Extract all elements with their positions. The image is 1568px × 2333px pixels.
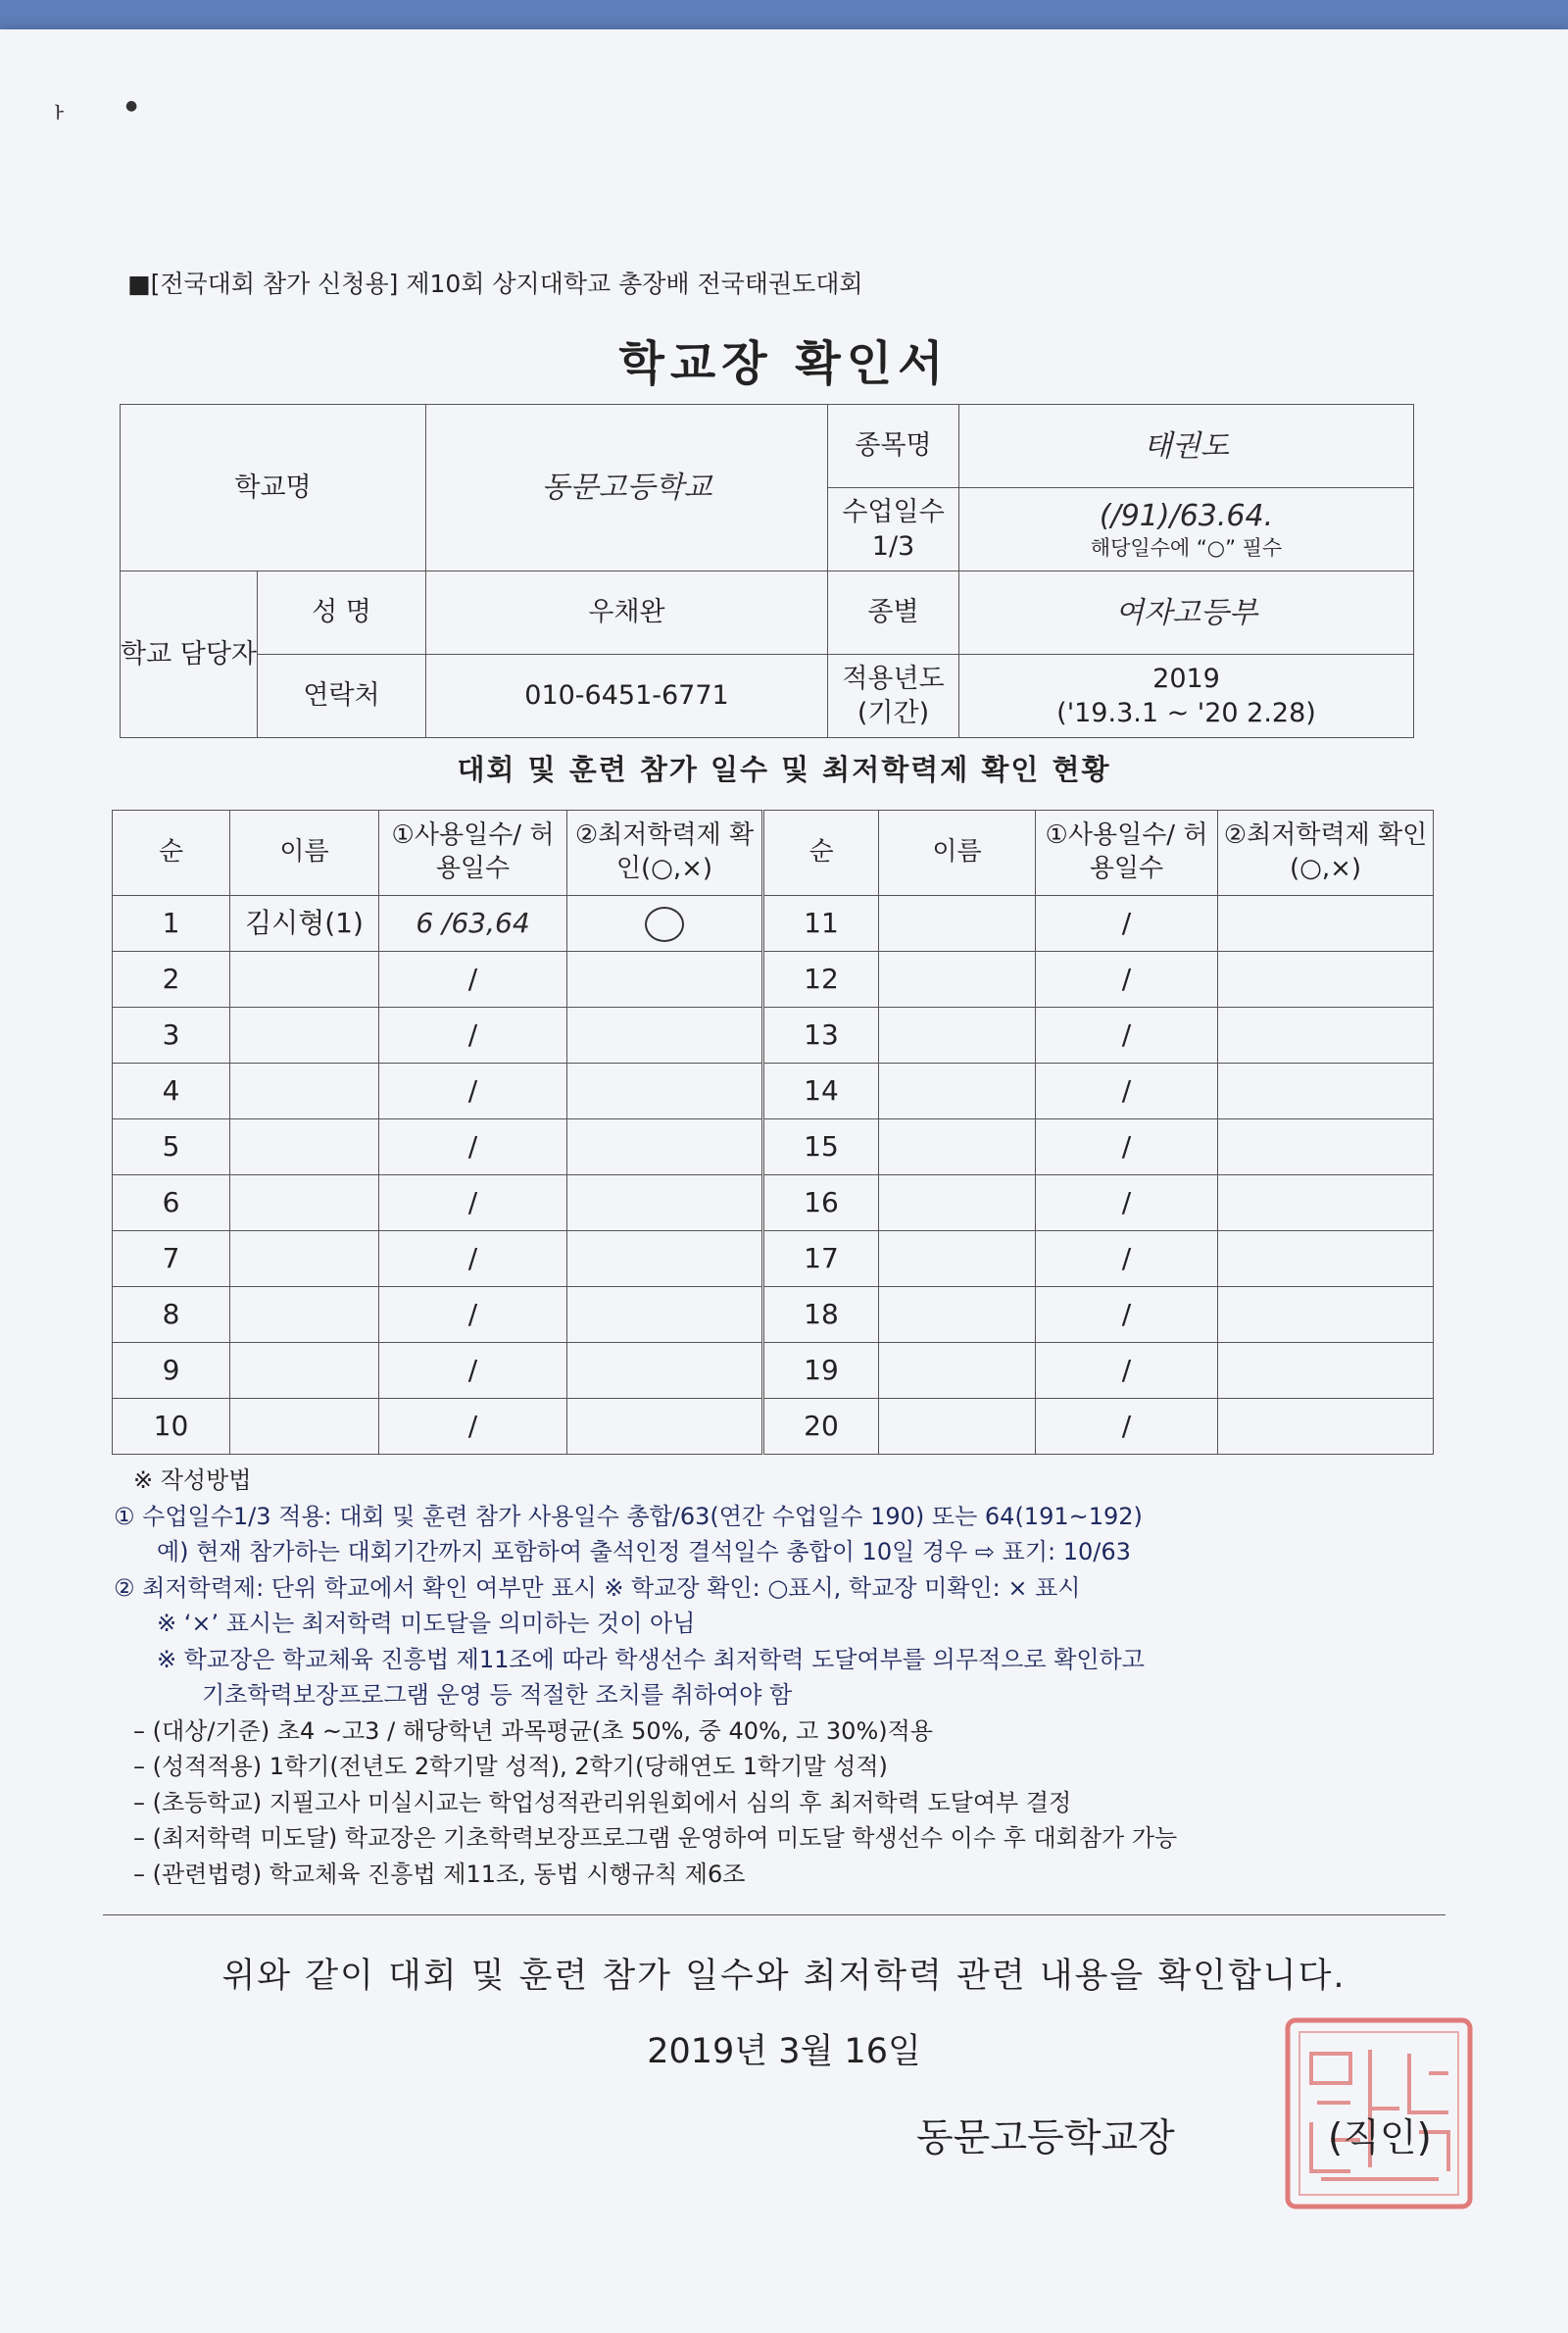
academic-check	[1218, 1399, 1434, 1455]
row-number: 20	[763, 1399, 879, 1455]
days-used: /	[1036, 1343, 1218, 1399]
days-used: /	[379, 1064, 567, 1119]
instruction-line: 예) 현재 참가하는 대회기간까지 포함하여 출석인정 결석일수 총합이 10일 경우 ⇨ 표기: 10/63	[157, 1538, 1131, 1565]
header-academic-right: ②최저학력제 확인(○,×)	[1218, 811, 1434, 896]
confirmation-statement: 위와 같이 대회 및 훈련 참가 일수와 최저학력 관련 내용을 확인합니다.	[221, 1957, 1347, 1996]
header-name-right: 이름	[879, 811, 1036, 896]
days-used: /	[379, 1399, 567, 1455]
seal-label: (직인)	[1328, 2116, 1432, 2160]
days-used: /	[379, 1231, 567, 1287]
table-row	[113, 1008, 1434, 1064]
student-name	[230, 1287, 379, 1343]
days-used: /	[1036, 952, 1218, 1008]
student-name	[230, 1175, 379, 1231]
table-row	[113, 952, 1434, 1008]
days-used: /	[1036, 1008, 1218, 1064]
student-name	[879, 1231, 1036, 1287]
instruction-line: – (초등학교) 지필고사 미실시교는 학업성적관리위원회에서 심의 후 최저학력 도달여부 결정	[133, 1788, 1072, 1816]
category-value: 여자고등부	[959, 571, 1414, 655]
student-name	[879, 1399, 1036, 1455]
academic-check	[567, 1064, 763, 1119]
row-number: 5	[113, 1119, 230, 1175]
writing-instructions	[114, 1463, 1466, 1892]
sport-value: 태권도	[959, 405, 1414, 488]
academic-check	[567, 1008, 763, 1064]
header-days: ①사용일수/ 허용일수	[379, 811, 567, 896]
days-used: /	[379, 1008, 567, 1064]
row-number: 15	[763, 1119, 879, 1175]
student-name	[879, 1008, 1036, 1064]
manager-label: 학교 담당자	[121, 571, 258, 738]
student-name	[230, 952, 379, 1008]
academic-check	[567, 896, 763, 952]
academic-check	[567, 1231, 763, 1287]
student-name	[879, 1287, 1036, 1343]
days-used: /	[1036, 1287, 1218, 1343]
academic-check	[567, 1287, 763, 1343]
student-name	[879, 1175, 1036, 1231]
instruction-line: – (대상/기준) 초4 ~고3 / 해당학년 과목평균(초 50%, 중 40%, 고 30%)적용	[133, 1716, 933, 1745]
row-number: 19	[763, 1343, 879, 1399]
name-label: 성 명	[258, 571, 426, 655]
academic-check	[1218, 1343, 1434, 1399]
academic-check	[1218, 896, 1434, 952]
days-used: /	[379, 1287, 567, 1343]
header-days-right: ①사용일수/ 허용일수	[1036, 811, 1218, 896]
days-note: 해당일수에 “○” 필수	[1090, 535, 1283, 560]
days-used: /	[1036, 1231, 1218, 1287]
date: 2019년 3월 16일	[647, 2032, 921, 2071]
days-used: /	[1036, 1064, 1218, 1119]
academic-check	[1218, 1008, 1434, 1064]
student-name	[879, 896, 1036, 952]
page-title: 학교장 확인서	[618, 336, 950, 391]
academic-check	[1218, 1231, 1434, 1287]
academic-check	[567, 1175, 763, 1231]
application-header: ■[전국대회 참가 신청용] 제10회 상지대학교 총장배 전국태권도대회	[127, 270, 863, 298]
student-name	[230, 1231, 379, 1287]
signer-name: 동문고등학교장	[916, 2116, 1175, 2160]
instruction-line: ※ 학교장은 학교체육 진흥법 제11조에 따라 학생선수 최저학력 도달여부를 의무적으로 확인하고	[157, 1645, 1145, 1673]
row-number: 11	[763, 896, 879, 952]
sport-label: 종목명	[828, 405, 959, 488]
year-label: 적용년도 (기간)	[828, 655, 959, 738]
days-used: /	[1036, 1175, 1218, 1231]
instruction-line: – (관련법령) 학교체육 진흥법 제11조, 동법 시행규칙 제6조	[133, 1860, 746, 1888]
row-number: 12	[763, 952, 879, 1008]
row-number: 17	[763, 1231, 879, 1287]
days-used: /	[1036, 896, 1218, 952]
days-used: /	[379, 1343, 567, 1399]
instructions-heading: ※ 작성방법	[133, 1466, 252, 1494]
days-value: (/91)/63.64.	[1099, 498, 1274, 533]
row-number: 6	[113, 1175, 230, 1231]
circle-mark	[645, 907, 684, 942]
days-used: /	[1036, 1119, 1218, 1175]
academic-check	[1218, 1175, 1434, 1231]
school-info-table	[120, 404, 1414, 738]
row-number: 3	[113, 1008, 230, 1064]
row-number: 7	[113, 1231, 230, 1287]
days-used: 6 /63,64	[379, 896, 567, 952]
contact-label: 연락처	[258, 655, 426, 738]
row-number: 1	[113, 896, 230, 952]
row-number: 2	[113, 952, 230, 1008]
academic-check	[1218, 952, 1434, 1008]
divider	[103, 1914, 1446, 1915]
academic-check	[567, 1343, 763, 1399]
header-academic: ②최저학력제 확인(○,×)	[567, 811, 763, 896]
days-used: /	[1036, 1399, 1218, 1455]
days-cell	[959, 488, 1414, 571]
table-row	[113, 1399, 1434, 1455]
days-used: /	[379, 952, 567, 1008]
instruction-line: – (최저학력 미도달) 학교장은 기초학력보장프로그램 운영하여 미도달 학생선수 이수 후 대회참가 가능	[133, 1824, 1178, 1852]
row-number: 9	[113, 1343, 230, 1399]
student-name	[879, 1343, 1036, 1399]
category-label: 종별	[828, 571, 959, 655]
table-row	[113, 896, 1434, 952]
roster-table	[112, 810, 1434, 1455]
header-no-right: 순	[763, 811, 879, 896]
academic-check	[567, 1399, 763, 1455]
academic-check	[1218, 1287, 1434, 1343]
table-row	[113, 1287, 1434, 1343]
row-number: 13	[763, 1008, 879, 1064]
academic-check	[567, 1119, 763, 1175]
row-number: 16	[763, 1175, 879, 1231]
instruction-line: ① 수업일수1/3 적용: 대회 및 훈련 참가 사용일수 총합/63(연간 수업일수 190) 또는 64(191~192)	[114, 1502, 1143, 1530]
student-name	[230, 1008, 379, 1064]
header-name: 이름	[230, 811, 379, 896]
academic-check	[1218, 1064, 1434, 1119]
instruction-line: ② 최저학력제: 단위 학교에서 확인 여부만 표시 ※ 학교장 확인: ○표시, 학교장 미확인: × 표시	[114, 1573, 1081, 1602]
student-name	[230, 1343, 379, 1399]
row-number: 10	[113, 1399, 230, 1455]
stray-dot: ●	[125, 98, 138, 114]
days-used: /	[379, 1119, 567, 1175]
stray-mark: ᅡ	[39, 104, 65, 133]
academic-check	[567, 952, 763, 1008]
student-name	[230, 1119, 379, 1175]
days-used: /	[379, 1175, 567, 1231]
student-name: 김시형(1)	[230, 896, 379, 952]
school-value: 동문고등학교	[426, 405, 828, 571]
student-name	[230, 1399, 379, 1455]
table-row	[113, 1064, 1434, 1119]
row-number: 8	[113, 1287, 230, 1343]
table-row	[113, 1119, 1434, 1175]
name-value: 우채완	[426, 571, 828, 655]
school-label: 학교명	[121, 405, 426, 571]
table-row	[113, 1175, 1434, 1231]
row-number: 4	[113, 1064, 230, 1119]
student-name	[879, 1064, 1036, 1119]
days-label: 수업일수 1/3	[828, 488, 959, 571]
row-number: 14	[763, 1064, 879, 1119]
student-name	[879, 952, 1036, 1008]
year-value: 2019	[1152, 663, 1220, 694]
instruction-line: ※ ‘×’ 표시는 최저학력 미도달을 의미하는 것이 아님	[157, 1610, 696, 1637]
student-name	[879, 1119, 1036, 1175]
year-cell	[959, 655, 1414, 738]
section-title: 대회 및 훈련 참가 일수 및 최저학력제 확인 현황	[457, 753, 1111, 786]
instruction-line: 기초학력보장프로그램 운영 등 적절한 조치를 취하여야 함	[202, 1681, 793, 1709]
academic-check	[1218, 1119, 1434, 1175]
table-row	[113, 1343, 1434, 1399]
period-value: ('19.3.1 ~ '20 2.28)	[1056, 698, 1316, 728]
row-number: 18	[763, 1287, 879, 1343]
instruction-line: – (성적적용) 1학기(전년도 2학기말 성적), 2학기(당해연도 1학기말 성적)	[133, 1753, 888, 1780]
table-row	[113, 1231, 1434, 1287]
contact-value: 010-6451-6771	[426, 655, 828, 738]
header-no: 순	[113, 811, 230, 896]
student-name	[230, 1064, 379, 1119]
